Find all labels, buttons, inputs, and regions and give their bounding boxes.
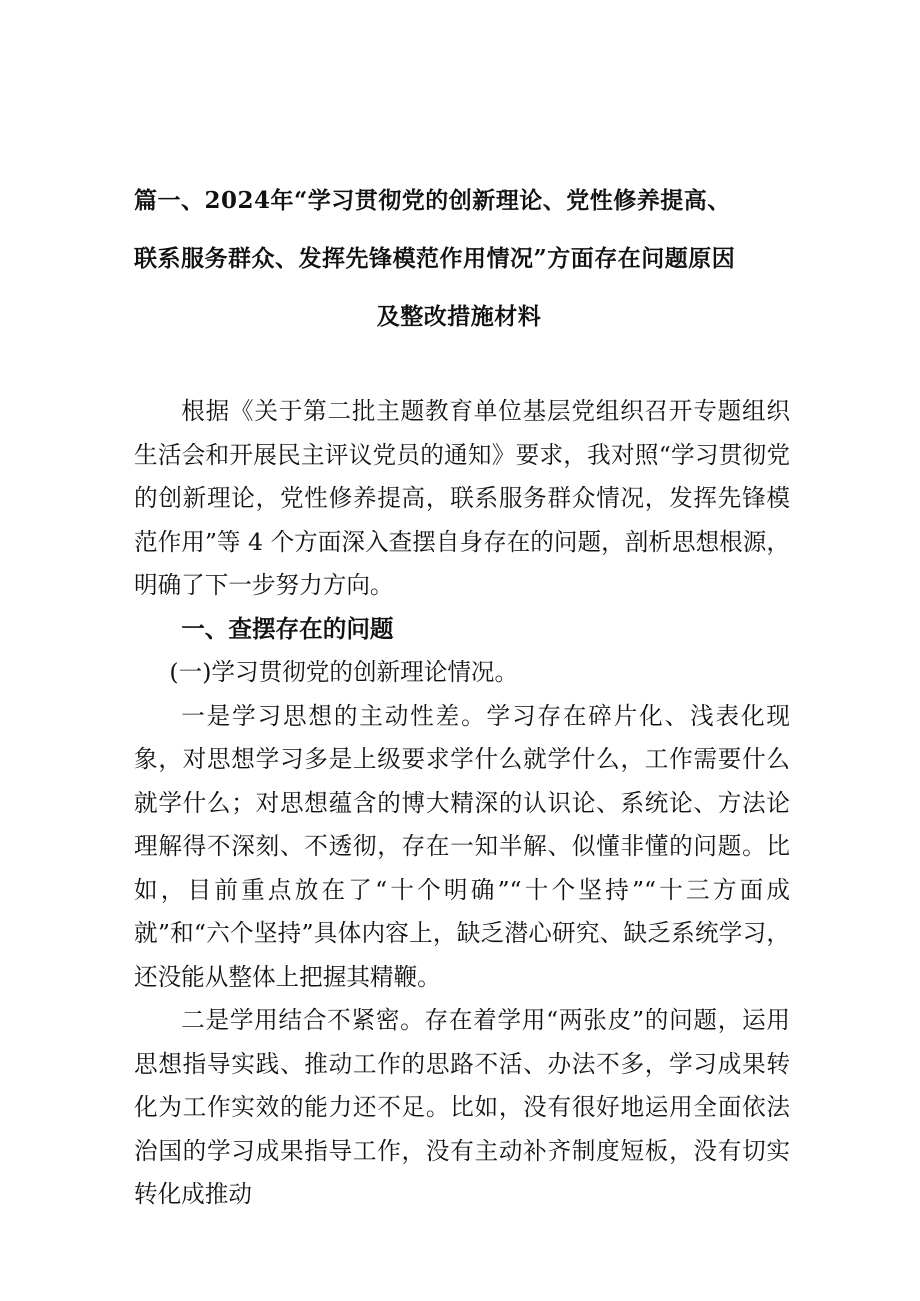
section-heading: 一、查摆存在的问题	[181, 614, 394, 643]
document-body	[134, 390, 790, 1217]
title-line-2: 联系服务群众、发挥先锋模范作用情况”方面存在问题原因	[134, 245, 736, 272]
subsection-heading: (一)学习贯彻党的创新理论情况。	[169, 658, 519, 686]
body-paragraph-2: 二是学用结合不紧密。存在着学用“两张皮”的问题，运用思想指导实践、推动工作的思路不活、办法不多，学习成果转化为工作实效的能力还不足。比如，没有很好地运用全面依法治国的学习成果指导工作，没有主动补齐制度短板，没有切实转化成推动	[134, 1006, 790, 1208]
body-paragraph-1: 一是学习思想的主动性差。学习存在碎片化、浅表化现象，对思想学习多是上级要求学什么就学什么，工作需要什么就学什么；对思想蕴含的博大精深的认识论、系统论、方法论理解得不深刻、不透彻，存在一知半解、似懂非懂的问题。比如，目前重点放在了“十个明确”“十个坚持”“十三方面成就”和“六个坚持”具体内容上，缺乏潜心研究、缺乏系统学习，还没能从整体上把握其精鞭。	[134, 701, 790, 991]
title-line-3: 及整改措施材料	[376, 303, 542, 330]
intro-paragraph: 根据《关于第二批主题教育单位基层党组织召开专题组织生活会和开展民主评议党员的通知》要求，我对照“学习贯彻党的创新理论，党性修养提高，联系服务群众情况，发挥先锋模范作用”等 4 个方面深入查摆自身存在的问题，剖析思想根源，明确了下一步努力方向。	[134, 397, 790, 599]
document-title	[134, 172, 784, 346]
title-line-1: 篇一、2024年“学习贯彻党的创新理论、党性修养提高、	[134, 187, 731, 214]
